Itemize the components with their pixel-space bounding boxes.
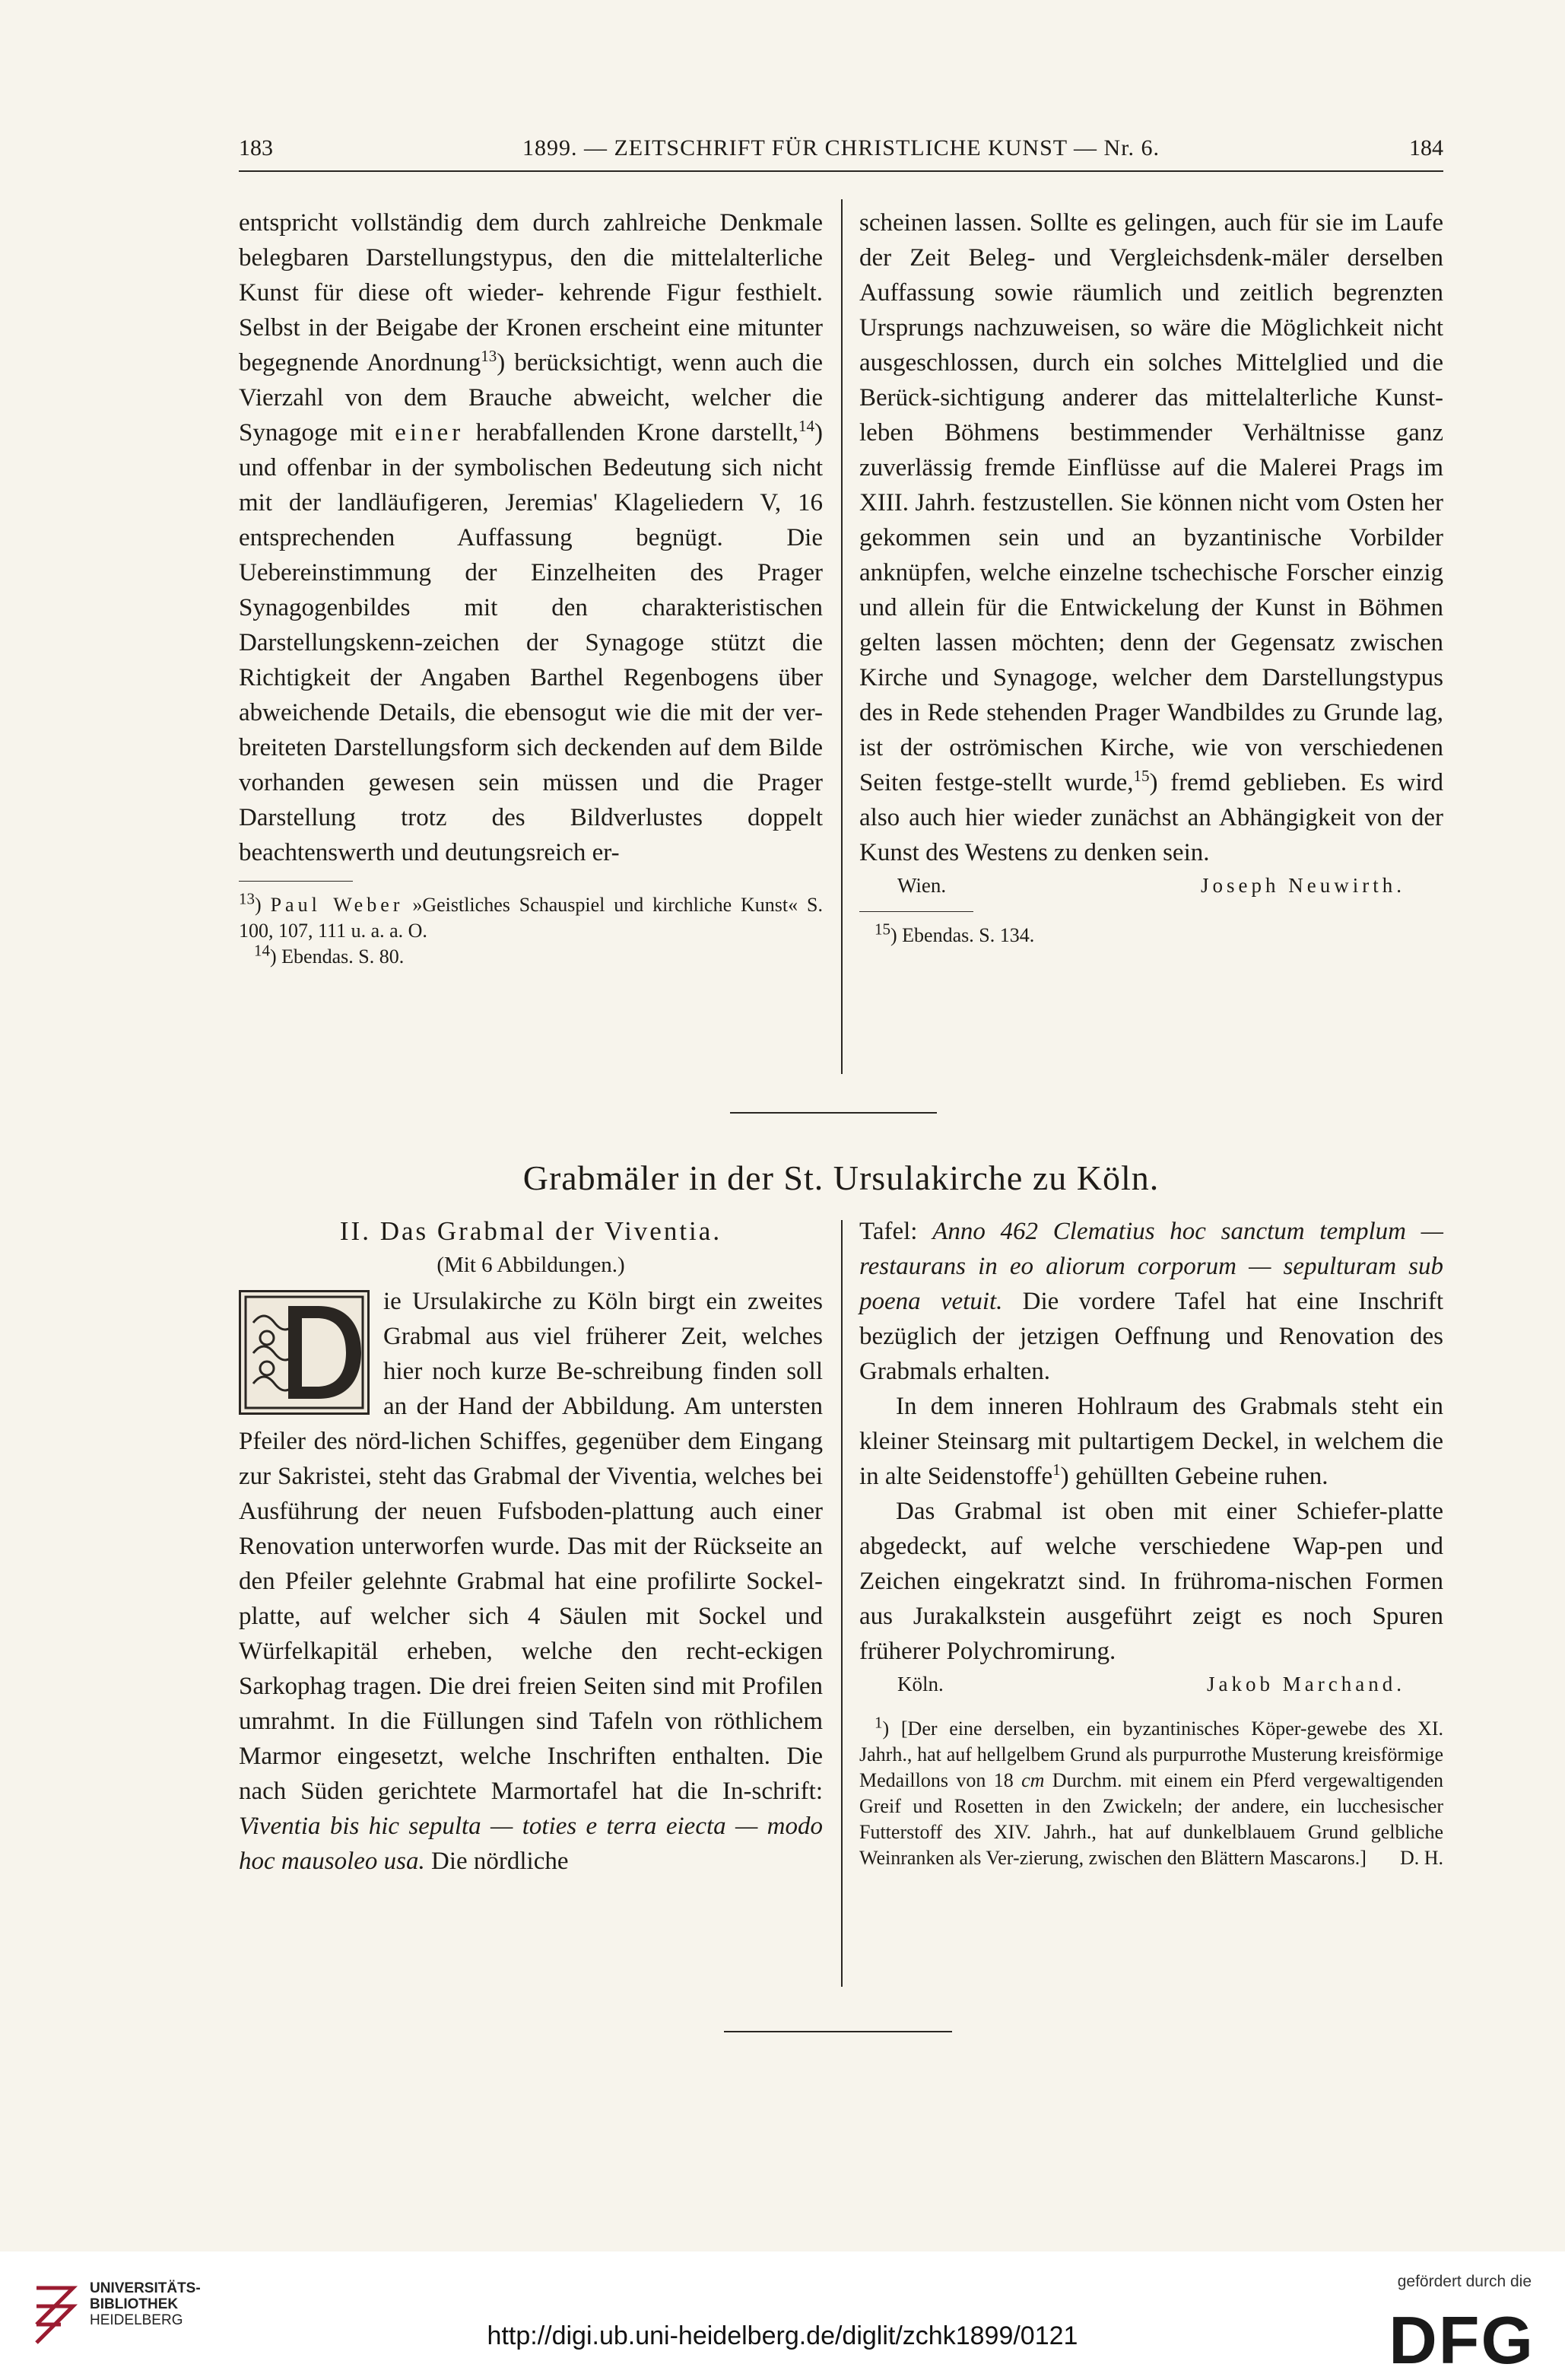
column-divider-lower [841, 1220, 843, 1987]
upper-right-paragraph [859, 205, 1443, 870]
bottom-rule [724, 2031, 952, 2032]
section-rule [730, 1112, 937, 1114]
footnote-author: Paul Weber [270, 894, 404, 916]
text-run: ) und offenbar in der symbolischen Bedeutung sich nicht mit der landläufigeren, Jeremias' Klageliedern V, 16 entsprechenden Auffassung begnügt. Die Uebereinstimmung der Einzelheiten des Prager Synagogenbildes mit den charakteristischen Darstellungskenn-zeichen der Synagoge stützt die Richtigkeit der Angaben Barthel Regenbogens über abweichende Details, die ebensogut wie die mit der ver-breiteten Darstellungsform sich deckenden auf dem Bilde vorhanden gewesen sein müssen und die Prager Darstellung trotz des Bildverlustes doppelt beachtenswerth und deutungsreich er- [239, 419, 823, 866]
footnote-ref-13: 13 [481, 347, 497, 365]
upper-left-paragraph [239, 205, 823, 870]
footnote-rule [239, 881, 353, 882]
header-rule [239, 170, 1443, 172]
library-name-line: UNIVERSITÄTS- [90, 2280, 201, 2296]
lower-right-paragraph-2 [859, 1389, 1443, 1494]
upper-right-column [859, 205, 1443, 949]
text-line: Denkmale belegbaren Darstellungstypus, den [239, 209, 823, 272]
footnote-15 [859, 920, 1443, 949]
signature-place: Köln. [897, 1673, 944, 1695]
signature-marchand [859, 1669, 1443, 1699]
text-run: Die vordere Tafel hat eine Inschrift bezüglich der jetzigen Oeffnung und Renovation des Grabmals erhalten. [859, 1288, 1444, 1385]
footnote-text: »Geistliches Schauspiel und kirchliche Kunst« S. 100, 107, 111 u. a. a. O. [239, 894, 824, 942]
library-name-line: HEIDELBERG [90, 2312, 183, 2328]
running-header [239, 135, 1443, 173]
text-run: herabfallenden Krone darstellt, [464, 419, 798, 446]
page-number-right: 184 [1409, 135, 1443, 160]
page-number-left: 183 [239, 135, 273, 160]
footnotes-right [859, 920, 1443, 949]
footnote-ref-1: 1 [1052, 1460, 1061, 1479]
footnote-number: 13 [239, 889, 255, 908]
text-line: der Kronen erscheint eine mitunter begegnende [239, 314, 823, 377]
footnotes-left [239, 889, 824, 970]
footnotes-lower-right [859, 1713, 1443, 1871]
footnote-13: $^{13}$) Paul Weber »Geistliches Schauspiel und kirchliche Kunst« S. 100, 107, 111 u. a. a. O. [239, 889, 824, 942]
text-run: ) berücksichtigt, wenn auch die Vierzahl von dem Brauche abweicht, welcher die Synagoge mit [239, 349, 823, 446]
footnote-unit: cm [1021, 1769, 1045, 1791]
decorated-initial-d [239, 1290, 370, 1415]
lower-right-paragraph-3 [859, 1494, 1443, 1669]
lower-right-paragraph-1 [859, 1214, 1443, 1389]
signature-name: Jakob Marchand. [1207, 1673, 1405, 1695]
section-subtitle: II. Das Grabmal der Viventia. [339, 1216, 722, 1246]
inscription-text: Viventia bis hic sepulta — toties e terra eiecta — modo hoc mausoleo usa. [239, 1813, 823, 1875]
footnote-14 [239, 941, 823, 970]
signature-neuwirth [859, 870, 1443, 901]
digitization-footer [0, 2251, 1565, 2380]
text-run: Das Grabmal ist oben mit einer Schiefer-platte abgedeckt, auf welche verschiedene Wap-pen und Zeichen eingekratzt sind. In frühroma-nischen Formen aus Jurakalkstein ausgeführt zeigt es noch Spuren früherer Polychromirung. [859, 1498, 1443, 1665]
footnote-number: 14 [254, 941, 270, 960]
text-line: kehrende Figur festhielt. Selbst in der Beigabe [239, 279, 823, 342]
spaced-text: einer [395, 419, 465, 446]
footnote-text: Durchm. mit einem ein Pferd vergewaltigenden Greif und Rosetten in den Zwickeln; der andere, ein lucchesischer Futterstoff des XIV. Jahrh., hat auf dunkelblauem Grund gelbliche Weinranken als Ver-zierung, zwischen den Blättern Mascarons.] [859, 1769, 1443, 1869]
footnote-1 [859, 1713, 1443, 1871]
lower-left-column [239, 1214, 823, 1879]
footnote-text: ) Ebendas. S. 80. [270, 945, 405, 968]
lower-right-column [859, 1214, 1443, 1871]
journal-title: 1899. — ZEITSCHRIFT FÜR CHRISTLICHE KUNST — Nr. 6. [522, 135, 1160, 160]
footnote-number: 1 [875, 1713, 883, 1732]
text-run: In dem inneren Hohlraum des Grabmals steht ein kleiner Steinsarg mit pultartigem Deckel, in welchem die in alte Seidenstoffe [859, 1393, 1443, 1490]
funding-note: gefördert durch die [1397, 2273, 1532, 2290]
column-divider-upper [841, 199, 843, 1074]
text-run: ie Ursulakirche zu Köln birgt ein zweites Grabmal aus viel früherer Zeit, welches hier noch kurze Be-schreibung finden soll an der Hand der Abbildung. Am untersten Pfeiler des nörd-lichen Schiffes, gegenüber dem Eingang zur Sakristei, steht das Grabmal der Viventia, welches bei Ausführung der neuen Fufsboden-plattung auch einer Renovation unterworfen wurde. Das mit der Rückseite an den Pfeiler gelehnte Grabmal hat eine profilirte Sockel-platte, auf welcher sich 4 Säulen mit Sockel und Würfelkapitäl erheben, welche den recht-eckigen Sarkophag tragen. Die drei freien Seiten sind mit Profilen umrahmt. In die Füllungen sind Tafeln von röthlichem Marmor eingesetzt, welche Inschriften enthalten. Die nach Süden gerichtete Marmortafel hat die In-schrift: [239, 1288, 823, 1805]
inscription-text: Anno 462 Clematius hoc sanctum templum — restaurans in eo aliorum corporum — sepulturam sub poena vetuit. [859, 1218, 1443, 1315]
initial-ornament-icon [241, 1292, 367, 1412]
text-run: Die nördliche [424, 1848, 569, 1875]
text-run: scheinen lassen. Sollte es gelingen, auch für sie im Laufe der Zeit Beleg- und Vergleichsdenk-mäler derselben Auffassung sowie räumlich und zeitlich begrenzten Ursprungs nachzuweisen, so wäre die Möglichkeit nicht ausgeschlossen, durch ein solches Mittelglied und die Berück-sichtigung anderer das mittelalterliche Kunst-leben Böhmens bestimmender Verhältnisse ganz zuverlässig fremde Einflüsse auf die Malerei Prags im XIII. Jahrh. festzustellen. Sie können nicht vom Osten her gekommen sein und an byzantinische Vorbilder anknüpfen, welche einzelne tschechische Forscher einzig und allein für die Entwickelung der Kunst in Böhmen gelten lassen möchten; denn der Gegensatz zwischen Kirche und Synagoge, welcher dem Darstellungstypus des in Rede stehenden Prager Wandbildes zu Grunde lag, ist der oströmischen Kirche, wie von verschiedenen Seiten festge-stellt wurde, [859, 209, 1443, 796]
permalink-url[interactable]: http://digi.ub.uni-heidelberg.de/diglit/zchk1899/0121 [487, 2321, 1078, 2350]
dfg-logo: DFG [1389, 2302, 1535, 2378]
upper-left-column [239, 205, 823, 970]
signature-place: Wien. [897, 874, 947, 897]
footnote-ref-15: 15 [1133, 767, 1150, 785]
footnote-text: ) [Der eine derselben, ein byzantinisches Köper-gewebe des XI. Jahrh., hat auf hellgelbem Grund als purpurrothe Musterung kreisförmige Medaillons von 18 [859, 1717, 1443, 1791]
text-line: die mittelalterliche Kunst für diese oft wieder- [239, 244, 823, 307]
text-run: ) fremd geblieben. Es wird also auch hier wieder zunächst an Abhängigkeit von der Kunst des Westens zu denken sein. [859, 769, 1443, 866]
section-subtitle-illustrations: (Mit 6 Abbildungen.) [436, 1253, 625, 1277]
text-run: ) gehüllten Gebeine ruhen. [1060, 1463, 1329, 1490]
library-name-line: BIBLIOTHEK [90, 2296, 179, 2312]
footnote-signature: D. H. [1399, 1847, 1443, 1869]
footnote-text: ) Ebendas. S. 134. [890, 924, 1035, 946]
text-line: entspricht vollständig dem durch zahlreiche [239, 209, 720, 237]
text-run: Tafel: [859, 1218, 933, 1245]
text-run: Anordnung [366, 349, 481, 377]
footnote-number: 15 [875, 920, 890, 939]
signature-name: Joseph Neuwirth. [1201, 874, 1405, 897]
footnote-rule [859, 911, 973, 912]
footnote-ref-14: 14 [798, 417, 814, 435]
section-title: Grabmäler in der St. Ursulakirche zu Köln. [522, 1158, 1160, 1197]
